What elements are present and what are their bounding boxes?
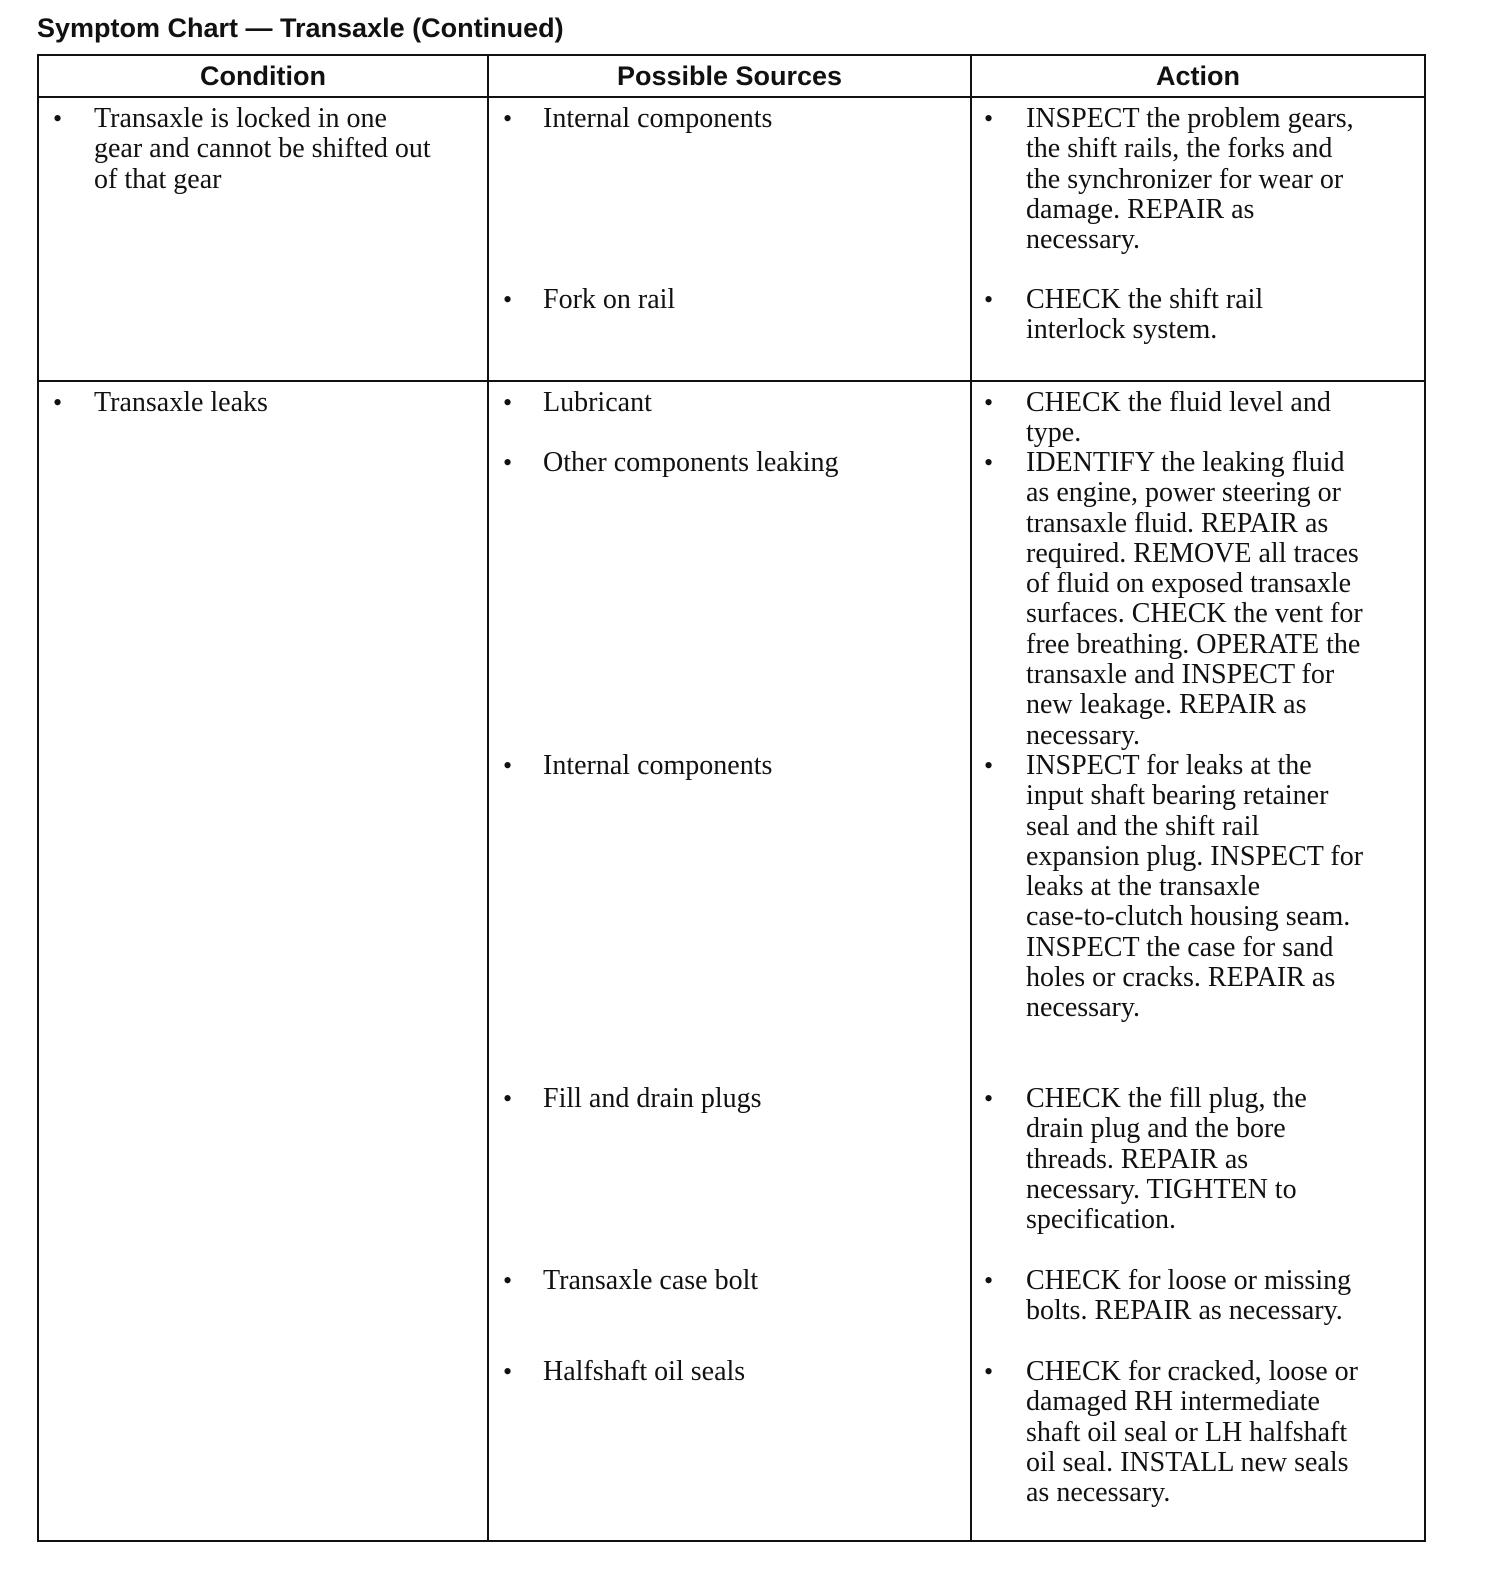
action-line: new leakage. REPAIR as [1026, 689, 1307, 721]
action-line: transaxle fluid. REPAIR as [1026, 507, 1329, 539]
action-line: INSPECT the problem gears, [1026, 103, 1354, 134]
action-line: CHECK for cracked, loose or [1026, 1356, 1359, 1387]
action-line: damage. REPAIR as [1026, 193, 1255, 225]
condition-line: Transaxle is locked in one [94, 103, 387, 134]
action-line: oil seal. INSTALL new seals [1026, 1446, 1349, 1478]
header-possible-sources: Possible Sources [488, 55, 971, 97]
action-line: case-to-clutch housing seam. [1026, 901, 1351, 933]
bullet-icon: • [503, 1357, 513, 1386]
action-line: as necessary. [1026, 1477, 1171, 1509]
condition-cell [38, 381, 488, 1541]
condition-line: of that gear [94, 163, 222, 195]
source-item [489, 104, 970, 134]
bullet-icon: • [984, 388, 994, 417]
bullet-icon: • [503, 1266, 513, 1295]
action-line: damaged RH intermediate [1026, 1386, 1320, 1418]
action-line: bolts. REPAIR as necessary. [1026, 1295, 1343, 1327]
action-line: seal and the shift rail [1026, 810, 1260, 842]
source-item [489, 388, 970, 418]
table-header-row [38, 55, 1425, 97]
action-item [972, 751, 1424, 1024]
bullet-icon: • [984, 104, 994, 133]
bullet-icon: • [503, 285, 513, 314]
action-line: required. REMOVE all traces [1026, 537, 1359, 569]
action-line: CHECK the fill plug, the [1026, 1083, 1307, 1114]
sources-cell [488, 381, 971, 1541]
action-line: interlock system. [1026, 314, 1218, 346]
bullet-icon: • [984, 751, 994, 780]
source-line: Fork on rail [543, 284, 676, 315]
action-line: CHECK the shift rail [1026, 284, 1264, 315]
action-line: holes or cracks. REPAIR as [1026, 962, 1336, 994]
action-line: type. [1026, 417, 1082, 449]
page-title: Symptom Chart — Transaxle (Continued) [37, 13, 564, 43]
action-line: IDENTIFY the leaking fluid [1026, 447, 1345, 478]
sources-cell [488, 97, 971, 381]
source-item [489, 1357, 970, 1387]
action-item [972, 1084, 1424, 1235]
source-item [489, 1266, 970, 1296]
bullet-icon: • [984, 448, 994, 477]
action-line: leaks at the transaxle [1026, 871, 1261, 903]
source-line: Lubricant [543, 387, 652, 418]
action-line: the synchronizer for wear or [1026, 163, 1344, 195]
action-line: expansion plug. INSPECT for [1026, 840, 1364, 872]
action-item [972, 1357, 1424, 1508]
header-condition: Condition [38, 55, 488, 97]
bullet-icon: • [984, 1357, 994, 1386]
action-cell [971, 97, 1425, 381]
bullet-icon: • [53, 388, 63, 417]
action-item [972, 104, 1424, 255]
action-line: necessary. TIGHTEN to [1026, 1173, 1297, 1205]
source-item [489, 285, 970, 315]
source-line: Internal components [543, 103, 773, 134]
source-line: Internal components [543, 750, 773, 781]
condition-item [39, 388, 487, 418]
action-line: INSPECT the case for sand [1026, 931, 1334, 963]
source-line: Transaxle case bolt [543, 1265, 759, 1296]
source-line: Fill and drain plugs [543, 1083, 762, 1114]
action-line: CHECK the fluid level and [1026, 387, 1331, 418]
action-item [972, 285, 1424, 346]
action-line: the shift rails, the forks and [1026, 133, 1333, 165]
action-line: necessary. [1026, 719, 1141, 751]
action-line: INSPECT for leaks at the [1026, 750, 1312, 781]
bullet-icon: • [53, 104, 63, 133]
action-line: specification. [1026, 1204, 1177, 1236]
action-line: drain plug and the bore [1026, 1113, 1286, 1145]
condition-line: Transaxle leaks [94, 387, 268, 418]
symptom-chart-table [37, 54, 1426, 1542]
bullet-icon: • [984, 1266, 994, 1295]
bullet-icon: • [984, 285, 994, 314]
table-row [38, 97, 1425, 381]
source-line: Halfshaft oil seals [543, 1356, 746, 1387]
header-action: Action [971, 55, 1425, 97]
action-line: free breathing. OPERATE the [1026, 628, 1361, 660]
action-line: shaft oil seal or LH halfshaft [1026, 1416, 1348, 1448]
action-line: necessary. [1026, 224, 1141, 256]
table-row [38, 381, 1425, 1541]
source-line: Other components leaking [543, 447, 839, 478]
action-line: of fluid on exposed transaxle [1026, 568, 1352, 600]
source-item [489, 1084, 970, 1114]
condition-item [39, 104, 487, 195]
action-item [972, 1266, 1424, 1327]
action-line: input shaft bearing retainer [1026, 780, 1329, 812]
action-line: threads. REPAIR as [1026, 1143, 1249, 1175]
bullet-icon: • [503, 388, 513, 417]
condition-cell [38, 97, 488, 381]
bullet-icon: • [984, 1084, 994, 1113]
action-line: necessary. [1026, 992, 1141, 1024]
bullet-icon: • [503, 1084, 513, 1113]
action-cell [971, 381, 1425, 1541]
source-item [489, 751, 970, 781]
bullet-icon: • [503, 104, 513, 133]
action-line: as engine, power steering or [1026, 477, 1341, 509]
source-item [489, 448, 970, 478]
action-line: transaxle and INSPECT for [1026, 659, 1335, 691]
action-item [972, 388, 1424, 449]
action-line: surfaces. CHECK the vent for [1026, 598, 1363, 630]
bullet-icon: • [503, 751, 513, 780]
bullet-icon: • [503, 448, 513, 477]
condition-line: gear and cannot be shifted out [94, 133, 431, 165]
action-line: CHECK for loose or missing [1026, 1265, 1352, 1296]
action-item [972, 448, 1424, 751]
